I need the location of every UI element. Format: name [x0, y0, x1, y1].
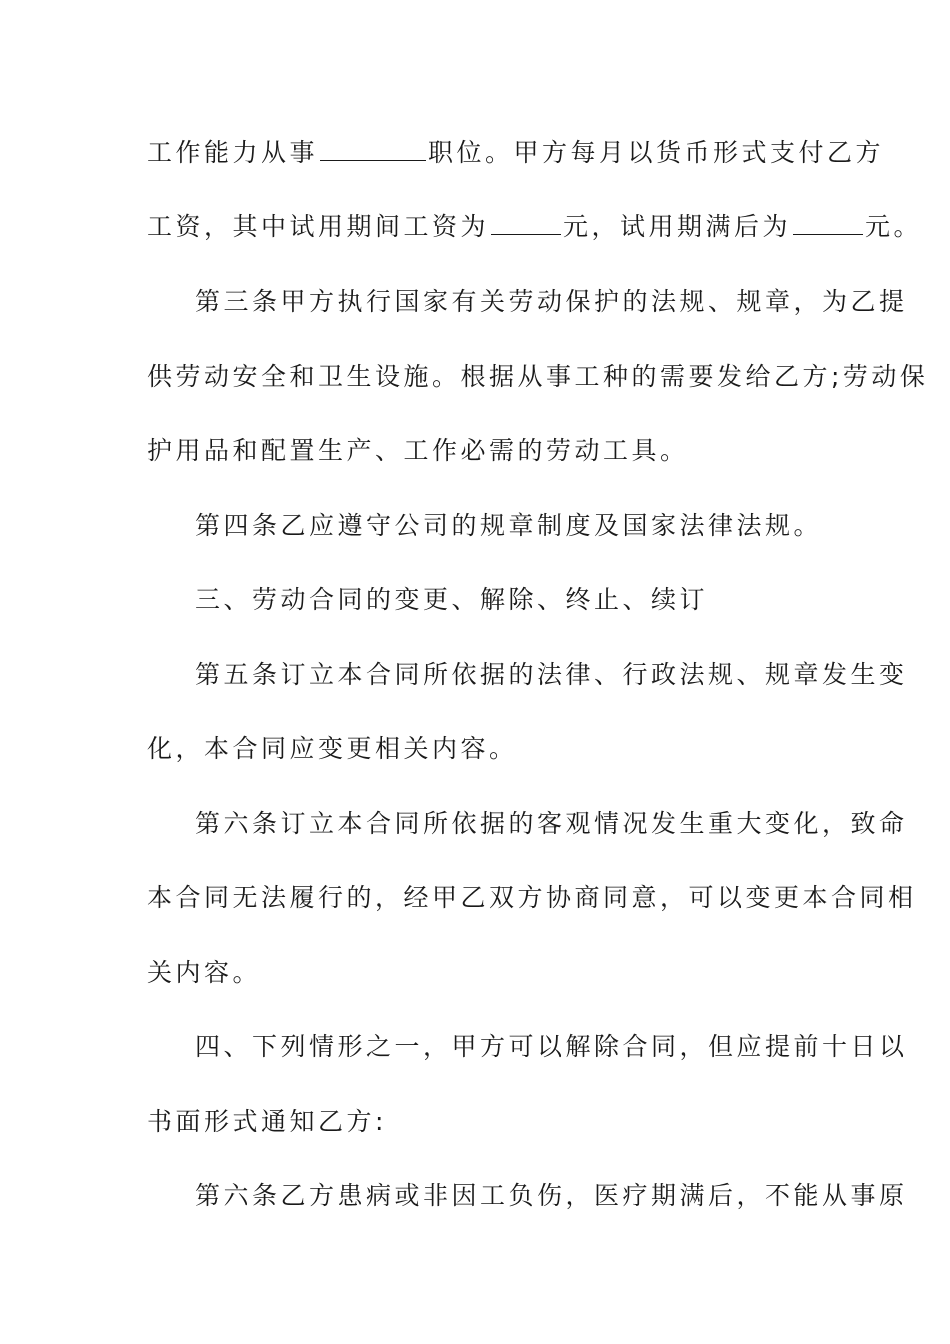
paragraph-line: 护用品和配置生产、工作必需的劳动工具。 — [147, 436, 689, 465]
regular-wage-blank — [793, 212, 863, 235]
paragraph-line: 第三条甲方执行国家有关劳动保护的法规、规章，为乙提 — [195, 287, 908, 316]
text-segment: 元，试用期满后为 — [563, 212, 792, 241]
paragraph-line — [147, 133, 885, 173]
probation-wage-blank — [491, 212, 561, 235]
paragraph-line: 供劳动安全和卫生设施。根据从事工种的需要发给乙方;劳动保 — [147, 362, 929, 391]
paragraph-line: 书面形式通知乙方: — [147, 1107, 387, 1136]
paragraph-line: 关内容。 — [147, 958, 262, 987]
text-segment: 职位。甲方每月以货币形式支付乙方 — [428, 138, 885, 167]
section-heading: 三、劳动合同的变更、解除、终止、续订 — [195, 585, 709, 614]
paragraph-line: 化，本合同应变更相关内容。 — [147, 734, 518, 763]
section-heading: 四、下列情形之一，甲方可以解除合同，但应提前十日以 — [195, 1032, 908, 1061]
paragraph-line: 第四条乙应遵守公司的规章制度及国家法律法规。 — [195, 511, 823, 540]
text-segment: 元。 — [865, 212, 923, 241]
paragraph-line: 本合同无法履行的，经甲乙双方协商同意，可以变更本合同相 — [147, 883, 917, 912]
position-blank — [320, 138, 426, 161]
paragraph-line: 第六条订立本合同所依据的客观情况发生重大变化，致命 — [195, 809, 908, 838]
paragraph-line: 第六条乙方患病或非因工负伤，医疗期满后，不能从事原 — [195, 1181, 908, 1210]
paragraph-line — [147, 207, 923, 247]
text-segment: 工作能力从事 — [147, 138, 319, 167]
text-segment: 工资，其中试用期间工资为 — [147, 212, 490, 241]
paragraph-line: 第五条订立本合同所依据的法律、行政法规、规章发生变 — [195, 660, 908, 689]
